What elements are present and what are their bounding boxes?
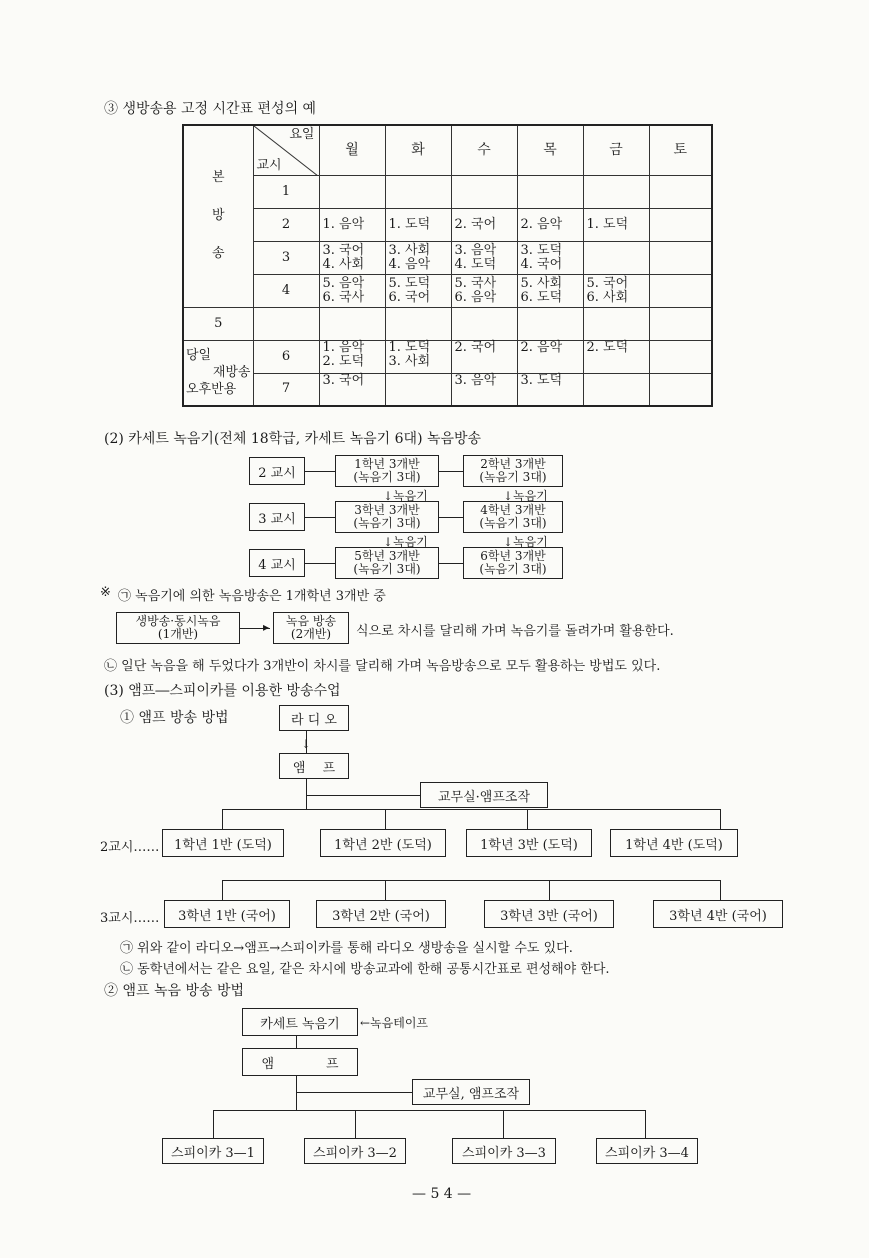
grade-box-line: (녹음기 3대) <box>353 470 421 484</box>
period-2-label: 2교시…… <box>100 840 160 855</box>
speaker-box: 스피이카 3—1 <box>162 1138 264 1164</box>
subject-entry: 5. 국사 <box>454 275 497 291</box>
grade-box-line: 6학년 3개반 <box>480 549 546 563</box>
live-recording-count: (1개반) <box>157 627 199 641</box>
amp-method-title: ① 앰프 방송 방법 <box>120 710 229 726</box>
period-cell: 7 <box>253 373 319 406</box>
grade-box <box>463 501 563 533</box>
class-box: 3학년 3반 (국어) <box>484 900 614 928</box>
schedule-cell <box>517 307 583 340</box>
office-amp-box-2: 교무실, 앰프조작 <box>412 1079 530 1105</box>
schedule-cell <box>451 373 517 406</box>
group-main-char: 본 <box>211 170 225 186</box>
schedule-cell <box>451 340 517 373</box>
schedule-table <box>182 124 713 407</box>
schedule-cell <box>451 208 517 241</box>
subject-entry: 5. 음악 <box>322 275 365 291</box>
speaker-box: 스피이카 3—3 <box>452 1138 556 1164</box>
recorded-broadcast-box <box>273 612 349 644</box>
class-box: 1학년 2반 (도덕) <box>320 829 446 857</box>
schedule-cell <box>385 241 451 274</box>
schedule-cell <box>583 373 649 406</box>
class-box: 3학년 1반 (국어) <box>164 900 290 928</box>
subject-entry: 1. 도덕 <box>586 216 629 232</box>
schedule-cell <box>517 340 583 373</box>
recorder-arrow: ↓녹음기 <box>383 489 428 503</box>
schedule-cell <box>517 241 583 274</box>
recorded-broadcast-count: (2개반) <box>290 627 332 641</box>
group-main-char: 방 <box>211 208 225 224</box>
amp-note-b: ㉡ 동학년에서는 같은 요일, 같은 차시에 방송교과에 한해 공통시간표로 편성해야 한다. <box>120 962 610 977</box>
amp-box-2: 앰 프 <box>242 1048 358 1076</box>
schedule-cell <box>385 175 451 208</box>
subject-entry: 6. 사회 <box>586 289 629 305</box>
schedule-cell <box>583 241 649 274</box>
schedule-cell <box>253 307 319 340</box>
schedule-cell <box>319 373 385 406</box>
period-cell: 3 <box>253 241 319 274</box>
schedule-title: ③ 생방송용 고정 시간표 편성의 예 <box>104 101 317 117</box>
grade-box-line: (녹음기 3대) <box>479 562 547 576</box>
live-recording-label: 생방송·동시녹음 <box>135 614 221 628</box>
grade-box-line: (녹음기 3대) <box>353 516 421 530</box>
corner-top-label: 요일 <box>289 127 315 142</box>
grade-box-line: 1학년 3개반 <box>354 457 420 471</box>
subject-entry: 3. 국어 <box>322 242 365 258</box>
grade-box <box>335 547 439 579</box>
subject-entry: 3. 음악 <box>454 242 497 258</box>
schedule-cell <box>319 274 385 307</box>
subject-entry: 1. 음악 <box>322 339 365 355</box>
schedule-cell <box>517 175 583 208</box>
subject-entry: 2. 국어 <box>454 339 497 355</box>
subject-entry: 3. 도덕 <box>520 242 563 258</box>
subject-entry: 2. 음악 <box>520 339 563 355</box>
subject-entry: 2. 국어 <box>454 216 497 232</box>
period-box: 4 교시 <box>249 549 305 577</box>
subject-entry: 5. 사회 <box>520 275 563 291</box>
subject-entry: 5. 도덕 <box>388 275 431 291</box>
grade-box-line: 3학년 3개반 <box>354 503 420 517</box>
subject-entry: 3. 음악 <box>454 372 497 388</box>
subject-entry: 3. 사회 <box>388 353 431 369</box>
recorder-arrow: ↓녹음기 <box>383 535 428 549</box>
speaker-box: 스피이카 3—4 <box>596 1138 698 1164</box>
period-cell: 6 <box>253 340 319 373</box>
page-number: — 5 4 — <box>412 1186 472 1202</box>
day-header: 월 <box>319 125 385 175</box>
day-header: 토 <box>649 125 712 175</box>
period-cell: 5 <box>183 307 253 340</box>
schedule-cell <box>451 274 517 307</box>
subject-entry: 5. 국어 <box>586 275 629 291</box>
group-main-char: 송 <box>211 246 225 262</box>
schedule-cell <box>649 373 712 406</box>
live-recording-box <box>116 612 240 644</box>
grade-box <box>335 501 439 533</box>
office-amp-box: 교무실·앰프조작 <box>420 782 548 808</box>
recorded-broadcast-label: 녹음 방송 <box>285 614 337 628</box>
subject-entry: 3. 도덕 <box>520 372 563 388</box>
schedule-cell <box>583 274 649 307</box>
group-main-cell <box>183 125 253 307</box>
day-header: 화 <box>385 125 451 175</box>
group-other-label: 재방송 <box>212 365 251 381</box>
period-3-label: 3교시…… <box>100 911 160 926</box>
note-marker: ※ <box>100 585 111 600</box>
radio-box: 라 디 오 <box>279 705 349 731</box>
schedule-cell <box>319 175 385 208</box>
class-box: 3학년 4반 (국어) <box>653 900 783 928</box>
class-box: 1학년 1반 (도덕) <box>162 829 284 857</box>
subject-entry: 1. 도덕 <box>388 339 431 355</box>
class-box: 1학년 4반 (도덕) <box>610 829 738 857</box>
cassette-recorder-box: 카세트 녹음기 <box>242 1008 358 1036</box>
schedule-cell <box>319 241 385 274</box>
cassette-title: (2) 카세트 녹음기(전체 18학급, 카세트 녹음기 6대) 녹음방송 <box>104 431 482 447</box>
amp-title: (3) 앰프―스피이카를 이용한 방송수업 <box>104 683 341 699</box>
recorder-arrow: ↓녹음기 <box>503 489 548 503</box>
cassette-note-2: ㉡ 일단 녹음을 해 두었다가 3개반이 차시를 달리해 가며 녹음방송으로 모두 활용하는 방법도 있다. <box>104 659 661 674</box>
day-header: 금 <box>583 125 649 175</box>
schedule-cell <box>517 274 583 307</box>
cassette-note-1: ㉠ 녹음기에 의한 녹음방송은 1개학년 3개반 중 <box>118 589 386 604</box>
subject-entry: 1. 도덕 <box>388 216 431 232</box>
group-other-label: 당일 <box>186 348 212 364</box>
class-box: 1학년 3반 (도덕) <box>466 829 592 857</box>
subject-entry: 4. 국어 <box>520 256 563 272</box>
schedule-cell <box>583 208 649 241</box>
period-box: 3 교시 <box>249 503 305 531</box>
subject-entry: 1. 음악 <box>322 216 365 232</box>
tape-label: ←녹음테이프 <box>360 1016 429 1030</box>
subject-entry: 6. 국어 <box>388 289 431 305</box>
period-cell: 2 <box>253 208 319 241</box>
subject-entry: 4. 사회 <box>322 256 365 272</box>
schedule-cell <box>451 241 517 274</box>
corner-cell <box>253 125 319 175</box>
grade-box <box>335 455 439 487</box>
day-header: 목 <box>517 125 583 175</box>
schedule-cell <box>517 208 583 241</box>
schedule-cell <box>451 175 517 208</box>
subject-entry: 3. 국어 <box>322 372 365 388</box>
grade-box-line: (녹음기 3대) <box>353 562 421 576</box>
schedule-cell <box>385 340 451 373</box>
subject-entry: 6. 도덕 <box>520 289 563 305</box>
grade-box <box>463 547 563 579</box>
period-box: 2 교시 <box>249 457 305 485</box>
schedule-cell <box>649 175 712 208</box>
schedule-cell <box>385 274 451 307</box>
grade-box-line: 2학년 3개반 <box>480 457 546 471</box>
subject-entry: 4. 음악 <box>388 256 431 272</box>
group-other-cell <box>183 340 253 406</box>
amp-note-a: ㉠ 위와 같이 라디오→앰프→스피이카를 통해 라디오 생방송을 실시할 수도 있다. <box>120 941 573 956</box>
corner-bottom-label: 교시 <box>256 157 282 173</box>
period-cell: 1 <box>253 175 319 208</box>
subject-entry: 3. 사회 <box>388 242 431 258</box>
schedule-cell <box>451 307 517 340</box>
schedule-cell <box>319 340 385 373</box>
schedule-cell <box>319 307 385 340</box>
subject-entry: 6. 음악 <box>454 289 497 305</box>
grade-box-line: (녹음기 3대) <box>479 470 547 484</box>
amp-record-title: ② 앰프 녹음 방송 방법 <box>104 983 244 999</box>
grade-box-line: 5학년 3개반 <box>354 549 420 563</box>
schedule-cell <box>385 307 451 340</box>
schedule-cell <box>385 373 451 406</box>
speaker-box: 스피이카 3—2 <box>304 1138 406 1164</box>
grade-box <box>463 455 563 487</box>
group-other-label: 오후반용 <box>186 382 237 398</box>
day-header: 수 <box>451 125 517 175</box>
subject-entry: 4. 도덕 <box>454 256 497 272</box>
subject-entry: 2. 도덕 <box>322 353 365 369</box>
grade-box-line: (녹음기 3대) <box>479 516 547 530</box>
schedule-cell <box>583 340 649 373</box>
subject-entry: 2. 도덕 <box>586 339 629 355</box>
period-cell: 4 <box>253 274 319 307</box>
schedule-cell <box>517 373 583 406</box>
schedule-cell <box>649 208 712 241</box>
subject-entry: 6. 국사 <box>322 289 365 305</box>
subject-entry: 2. 음악 <box>520 216 563 232</box>
schedule-cell <box>649 274 712 307</box>
grade-box-line: 4학년 3개반 <box>480 503 546 517</box>
schedule-cell <box>583 307 649 340</box>
class-box: 3학년 2반 (국어) <box>316 900 446 928</box>
schedule-cell <box>583 175 649 208</box>
schedule-cell <box>319 208 385 241</box>
schedule-cell <box>385 208 451 241</box>
schedule-cell <box>649 241 712 274</box>
schedule-cell <box>649 340 712 373</box>
amp-box: 앰 프 <box>279 753 349 779</box>
cassette-note-1-cont: 식으로 차시를 달리해 가며 녹음기를 돌려가며 활용한다. <box>356 624 674 639</box>
recorder-arrow: ↓녹음기 <box>503 535 548 549</box>
